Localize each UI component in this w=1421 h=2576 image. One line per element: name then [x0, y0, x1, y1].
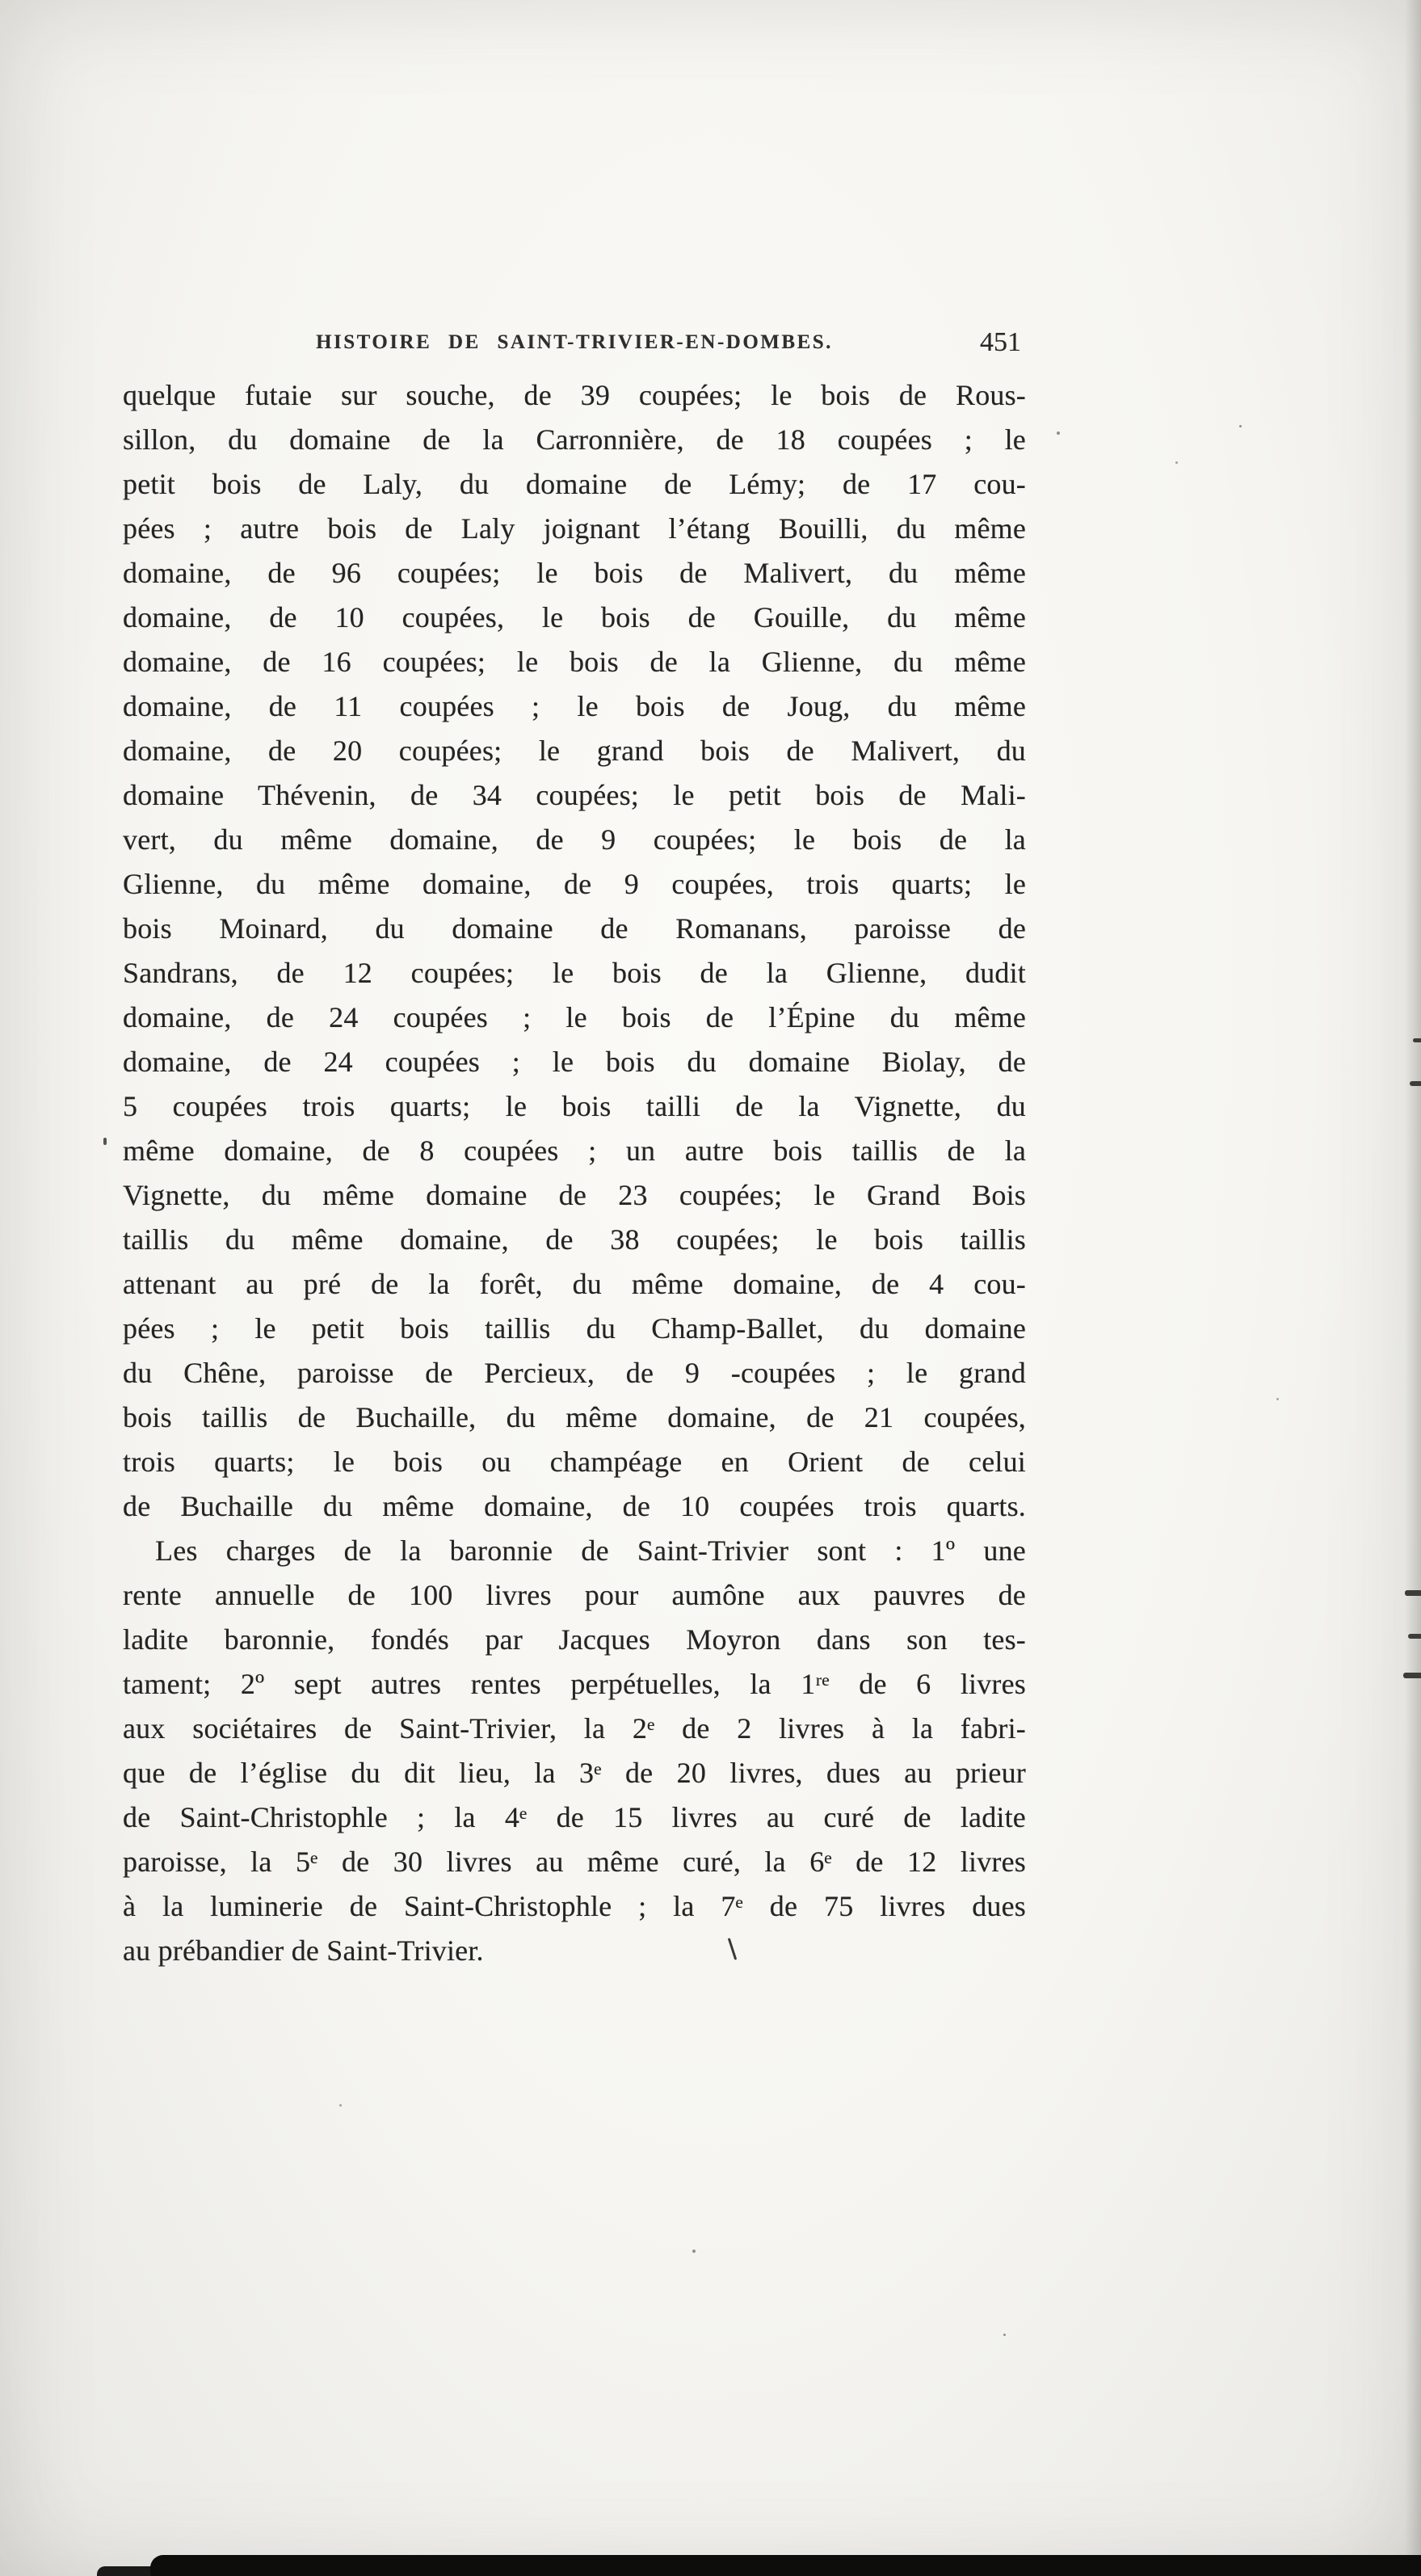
- text-line: Les charges de la baronnie de Saint-Trivier sont : 1º une: [155, 1534, 1026, 1567]
- text-line: domaine, de 24 coupées ; le bois du domaine Biolay, de: [123, 1046, 1026, 1078]
- text-line: paroisse, la 5ᵉ de 30 livres au même curé, la 6ᵉ de 12 livres: [123, 1846, 1026, 1878]
- text-line: trois quarts; le bois ou champéage en Orient de celui: [123, 1446, 1026, 1478]
- text-line: domaine, de 11 coupées ; le bois de Joug, du même: [123, 690, 1026, 722]
- edge-ink-mark: [1405, 1590, 1421, 1596]
- edge-ink-mark: [1410, 1081, 1421, 1086]
- text-line: Sandrans, de 12 coupées; le bois de la Glienne, dudit: [123, 957, 1026, 989]
- text-line: de Saint-Christophle ; la 4ᵉ de 15 livres au curé de ladite: [123, 1801, 1026, 1833]
- scan-bottom-edge: [150, 2555, 1421, 2576]
- text-line: quelque futaie sur souche, de 39 coupées; le bois de Rous-: [123, 379, 1026, 411]
- text-line: tament; 2º sept autres rentes perpétuelles, la 1ʳᵉ de 6 livres: [123, 1668, 1026, 1700]
- scan-speck: [1057, 431, 1060, 435]
- paragraph-forests-list: [123, 373, 1026, 1529]
- text-line: au prébandier de Saint-Trivier.: [123, 1934, 484, 1967]
- text-line: pées ; autre bois de Laly joignant l’étang Bouilli, du même: [123, 512, 1026, 545]
- text-line: à la luminerie de Saint-Christophle ; la 7ᵉ de 75 livres dues: [123, 1890, 1026, 1922]
- text-line: du Chêne, paroisse de Percieux, de 9 -coupées ; le grand: [123, 1357, 1026, 1389]
- running-title: HISTOIRE DE SAINT-TRIVIER-EN-DOMBES.: [316, 331, 833, 353]
- text-line: domaine, de 10 coupées, le bois de Gouille, du même: [123, 601, 1026, 633]
- text-line: rente annuelle de 100 livres pour aumône aux pauvres de: [123, 1579, 1026, 1611]
- text-line: pées ; le petit bois taillis du Champ-Ballet, du domaine: [123, 1312, 1026, 1345]
- scan-speck: [692, 2250, 696, 2253]
- text-line: attenant au pré de la forêt, du même domaine, de 4 cou-: [123, 1268, 1026, 1300]
- text-line: domaine, de 96 coupées; le bois de Malivert, du même: [123, 557, 1026, 589]
- text-line: aux sociétaires de Saint-Trivier, la 2ᵉ de 2 livres à la fabri-: [123, 1712, 1026, 1745]
- text-line: 5 coupées trois quarts; le bois tailli de la Vignette, du: [123, 1090, 1026, 1122]
- text-line: domaine, de 20 coupées; le grand bois de Malivert, du: [123, 734, 1026, 767]
- text-line: petit bois de Laly, du domaine de Lémy; de 17 cou-: [123, 468, 1026, 500]
- page-header: [123, 325, 1026, 360]
- edge-ink-mark: [1403, 1673, 1421, 1678]
- text-column: [123, 373, 1026, 1973]
- scan-speck: [1239, 425, 1242, 427]
- text-line: que de l’église du dit lieu, la 3ᵉ de 20 livres, dues au prieur: [123, 1757, 1026, 1789]
- text-line: Vignette, du même domaine de 23 coupées; le Grand Bois: [123, 1179, 1026, 1211]
- scan-speck: [1175, 461, 1178, 464]
- text-line: vert, du même domaine, de 9 coupées; le bois de la: [123, 823, 1026, 856]
- text-line: bois Moinard, du domaine de Romanans, paroisse de: [123, 912, 1026, 945]
- text-line: même domaine, de 8 coupées ; un autre bois taillis de la: [123, 1134, 1026, 1167]
- scan-speck: [1003, 2334, 1006, 2336]
- text-line: domaine, de 16 coupées; le bois de la Glienne, du même: [123, 646, 1026, 678]
- page-number: 451: [980, 327, 1021, 357]
- text-line: ladite baronnie, fondés par Jacques Moyron dans son tes-: [123, 1623, 1026, 1656]
- page-edge-shadow: [1405, 0, 1421, 2576]
- text-line: sillon, du domaine de la Carronnière, de 18 coupées ; le: [123, 423, 1026, 456]
- edge-ink-mark: [1413, 1038, 1421, 1042]
- text-line: de Buchaille du même domaine, de 10 coupées trois quarts.: [123, 1490, 1026, 1522]
- scan-speck: [1276, 1398, 1279, 1400]
- scan-speck: [103, 1138, 107, 1145]
- text-line: domaine Thévenin, de 34 coupées; le petit bois de Mali-: [123, 779, 1026, 811]
- text-line: Glienne, du même domaine, de 9 coupées, trois quarts; le: [123, 868, 1026, 900]
- text-line: bois taillis de Buchaille, du même domaine, de 21 coupées,: [123, 1401, 1026, 1433]
- scan-speck: [339, 2104, 342, 2107]
- text-line: domaine, de 24 coupées ; le bois de l’Épine du même: [123, 1001, 1026, 1033]
- paragraph-charges-baronnie: [123, 1529, 1026, 1973]
- edge-ink-mark: [1408, 1634, 1421, 1639]
- text-line: taillis du même domaine, de 38 coupées; le bois taillis: [123, 1223, 1026, 1256]
